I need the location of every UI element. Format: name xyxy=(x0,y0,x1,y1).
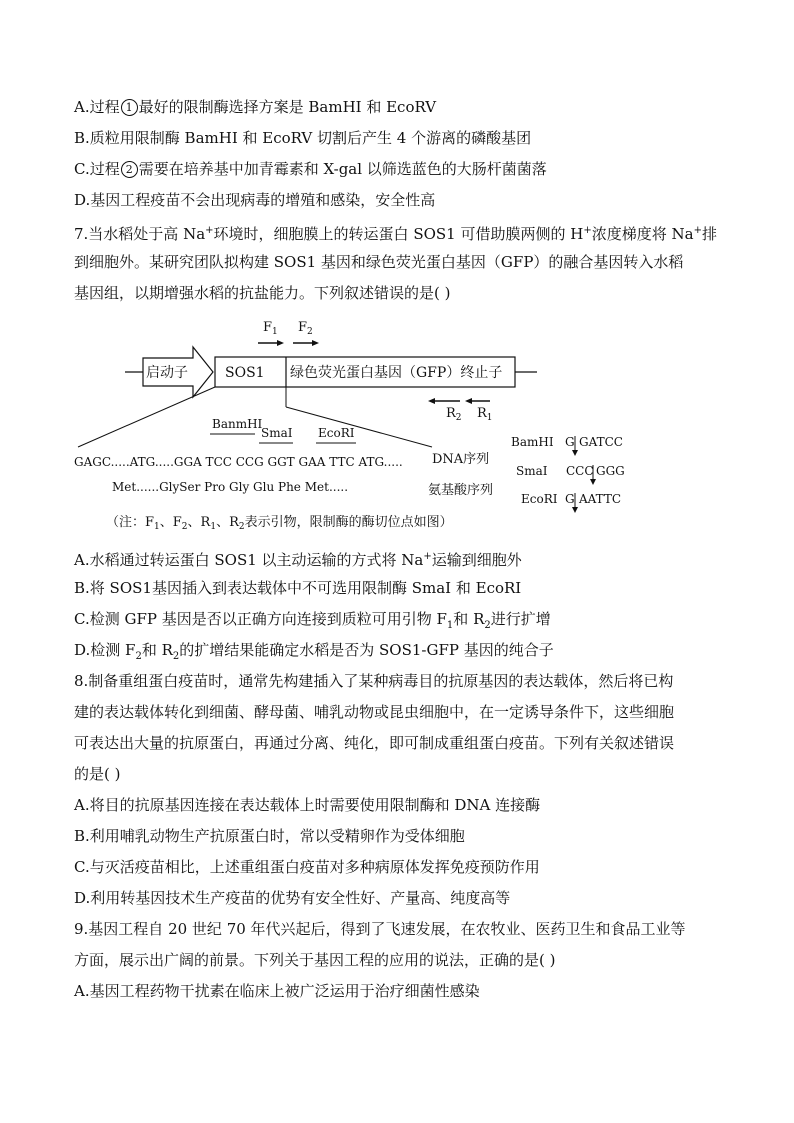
q7-option-b: B.将 SOS1基因插入到表达载体中不可选用限制酶 SmaI 和 EcoRI xyxy=(74,579,522,597)
legend-smai-name: SmaI xyxy=(516,464,548,478)
q7-stem-text-a: 7.当水稻处于高 Na xyxy=(74,225,206,243)
q7-option-c xyxy=(74,609,551,636)
q9-option-a: A.基因工程药物干扰素在临床上被广泛运用于治疗细菌性感染 xyxy=(74,982,480,1000)
q8-option-a: A.将目的抗原基因连接在表达载体上时需要使用限制酶和 DNA 连接酶 xyxy=(74,796,541,814)
amino-acid-sequence: Met......GlySer Pro Gly Glu Phe Met..... xyxy=(112,480,349,494)
q8-stem-line-2: 建的表达载体转化到细菌、酵母菌、哺乳动物或昆虫细胞中，在一定诱导条件下，这些细胞 xyxy=(74,703,675,721)
gfp-segment-label: 绿色荧光蛋白基因（GFP）终止子 xyxy=(290,365,503,381)
q7-stem-line-2: 到细胞外。某研究团队拟构建 SOS1 基因和绿色荧光蛋白基因（GFP）的融合基因转入水稻 xyxy=(74,253,684,271)
subscript-2: 2 xyxy=(484,620,491,631)
q7-option-a xyxy=(74,547,522,570)
figure-note: （注：$F_1$、$F_2$、$R_1$、$R_2$表示引物，限制酶的酶切位点如图） xyxy=(106,515,453,532)
legend-bamhi-cut-arrow xyxy=(572,450,578,456)
q6-option-a xyxy=(74,97,436,117)
subscript-2: 2 xyxy=(172,651,180,662)
legend-ecori-name: EcoRI xyxy=(521,492,558,506)
primer-f1-label: $F_1$ xyxy=(263,320,278,337)
q8-stem-line-1: 8.制备重组蛋白疫苗时，通常先构建插入了某种病毒目的抗原基因的表达载体，然后将已构 xyxy=(74,672,674,690)
q9-stem-line-2: 方面，展示出广阔的前景。下列关于基因工程的应用的说法，正确的是( ) xyxy=(74,951,556,969)
q7-option-a-text-1: A.水稻通过转运蛋白 SOS1 以主动运输的方式将 Na xyxy=(74,551,424,569)
q7-option-a-text-2: 运输到细胞外 xyxy=(431,551,522,569)
q7-option-c-text-3: 进行扩增 xyxy=(490,610,551,628)
q7-option-d-text-2: 和 R xyxy=(141,641,173,659)
zoom-line-right xyxy=(286,407,432,447)
subscript-1: 1 xyxy=(446,620,454,631)
legend-smai-cut-arrow xyxy=(590,479,596,485)
q7-option-c-text-1: C.检测 GFP 基因是否以正确方向连接到质粒可用引物 F xyxy=(74,610,447,628)
legend-bamhi-right: GATCC xyxy=(579,435,623,449)
circled-number-2: 2 xyxy=(121,161,138,178)
q7-option-d-text-3: 的扩增结果能确定水稻是否为 SOS1-GFP 基因的纯合子 xyxy=(179,641,554,659)
primer-r2-arrowhead xyxy=(428,398,435,404)
q8-stem-line-4: 的是( ) xyxy=(74,765,121,783)
q7-stem-text-c: 浓度梯度将 Na xyxy=(591,225,694,243)
q9-stem-line-1: 9.基因工程自 20 世纪 70 年代兴起后，得到了飞速发展，在农牧业、医药卫生和食品工业等 xyxy=(74,920,686,938)
bamhi-site-label: BanmHI xyxy=(212,417,263,431)
superscript-plus: + xyxy=(583,225,592,236)
legend-bamhi-name: BamHI xyxy=(511,435,554,449)
smai-site-label: SmaI xyxy=(261,426,293,440)
q7-stem-line-3: 基因组，以期增强水稻的抗盐能力。下列叙述错误的是( ) xyxy=(74,284,451,302)
primer-r1-arrowhead xyxy=(465,398,472,404)
q6-option-b: B.质粒用限制酶 BamHI 和 EcoRV 切割后产生 4 个游离的磷酸基团 xyxy=(74,129,532,147)
primer-f1-arrowhead xyxy=(277,340,284,346)
q7-stem-line-1 xyxy=(74,221,717,244)
primer-f2-arrowhead xyxy=(312,340,319,346)
gene-construct-figure xyxy=(0,310,794,540)
q7-stem-text-d: 排 xyxy=(701,225,717,243)
q6-option-a-prefix: A.过程 xyxy=(74,98,120,116)
superscript-plus: + xyxy=(693,225,702,236)
circled-number-1: 1 xyxy=(121,99,138,116)
primer-f2-label: $F_2$ xyxy=(298,320,313,337)
q7-option-d xyxy=(74,640,554,667)
legend-ecori-cut-arrow xyxy=(572,507,578,513)
legend-bamhi-left: G xyxy=(565,435,575,449)
zoom-line-left xyxy=(78,387,215,447)
primer-r2-label: $R_2$ xyxy=(446,406,462,423)
subscript-2: 2 xyxy=(135,651,142,662)
promoter-label: 启动子 xyxy=(146,365,188,381)
legend-ecori-left: G xyxy=(565,492,575,506)
q8-stem-line-3: 可表达出大量的抗原蛋白，再通过分离、纯化，即可制成重组蛋白疫苗。下列有关叙述错误 xyxy=(74,734,675,752)
superscript-plus: + xyxy=(423,551,432,562)
q6-option-c-text: 需要在培养基中加青霉素和 X-gal 以筛选蓝色的大肠杆菌菌落 xyxy=(138,160,547,178)
sos1-segment-label: SOS1 xyxy=(225,365,265,381)
primer-r1-label: $R_1$ xyxy=(477,406,493,423)
q6-option-c-prefix: C.过程 xyxy=(74,160,120,178)
q7-option-d-text-1: D.检测 F xyxy=(74,641,136,659)
dna-sequence: GAGC.....ATG.....GGA TCC CCG GGT GAA TTC ATG..... xyxy=(74,455,403,469)
amino-acid-sequence-label: 氨基酸序列 xyxy=(428,483,494,498)
q7-option-c-text-2: 和 R xyxy=(453,610,485,628)
q6-option-d: D.基因工程疫苗不会出现病毒的增殖和感染，安全性高 xyxy=(74,191,436,209)
q6-option-c xyxy=(74,159,547,179)
dna-sequence-label: DNA序列 xyxy=(432,452,490,467)
legend-smai-right: GGG xyxy=(596,464,625,478)
q8-option-c: C.与灭活疫苗相比，上述重组蛋白疫苗对多种病原体发挥免疫预防作用 xyxy=(74,858,540,876)
ecori-site-label: EcoRI xyxy=(318,426,355,440)
q8-option-d: D.利用转基因技术生产疫苗的优势有安全性好、产量高、纯度高等 xyxy=(74,889,511,907)
q7-stem-text-b: 环境时，细胞膜上的转运蛋白 SOS1 可借助膜两侧的 H xyxy=(213,225,584,243)
q6-option-a-text: 最好的限制酶选择方案是 BamHI 和 EcoRV xyxy=(138,98,437,116)
legend-ecori-right: AATTC xyxy=(579,492,622,506)
q8-option-b: B.利用哺乳动物生产抗原蛋白时，常以受精卵作为受体细胞 xyxy=(74,827,465,845)
legend-smai-left: CCC xyxy=(566,464,594,478)
superscript-plus: + xyxy=(205,225,214,236)
